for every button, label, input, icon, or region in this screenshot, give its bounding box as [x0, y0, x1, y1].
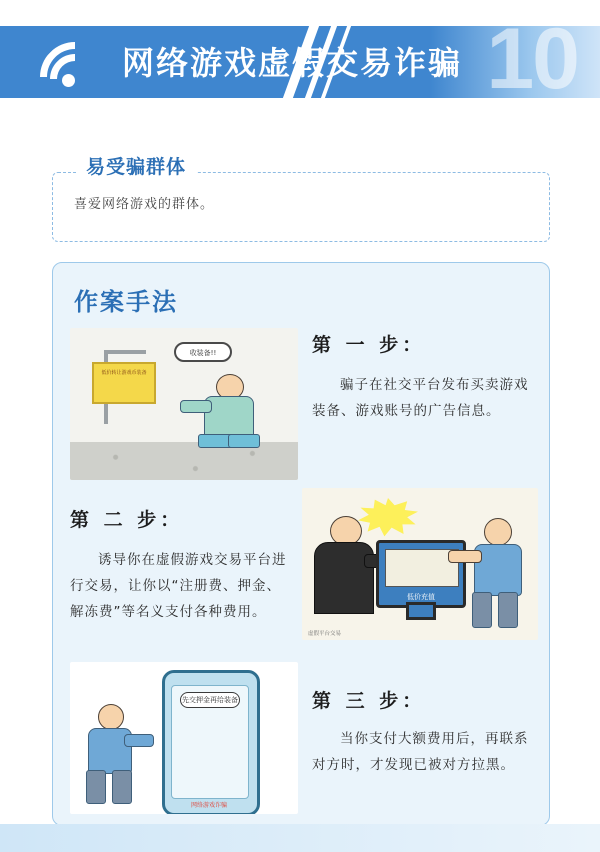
step-2-label: 第 二 步：: [70, 509, 184, 531]
page-number-badge: 10: [486, 11, 578, 107]
step-1-label: 第 一 步：: [312, 334, 426, 356]
illus1-ground: [70, 442, 298, 480]
illus1-sign-arm: [104, 350, 146, 354]
bottom-decoration: [0, 824, 600, 852]
illus3-phone-banner: 先交押金再给装备: [180, 692, 240, 708]
illus1-sign-board: 低价转让游戏币装备: [92, 362, 156, 404]
victims-text: 喜爱网络游戏的群体。: [74, 197, 215, 212]
step-2-text: 诱导你在虚假游戏交易平台进行交易，让你以“注册费、押金、解冻费”等名义支付各种费用。: [70, 552, 287, 620]
illus3-head: [98, 704, 124, 730]
illus2-victim-leg-right: [498, 592, 518, 628]
illus2-burst: [358, 498, 418, 538]
victims-section-title: 易受骗群体: [76, 152, 196, 179]
step-3-illustration: [70, 662, 298, 814]
illus1-leg-right: [228, 434, 260, 448]
illus1-speech-bubble: 收装备!!: [174, 342, 232, 362]
illus2-victim-leg-left: [472, 592, 492, 628]
step-1-illustration: [70, 328, 298, 480]
illus2-monitor-stand: [406, 602, 436, 620]
page-header: [0, 0, 600, 120]
illus1-arm: [180, 400, 212, 413]
wifi-icon: [40, 38, 106, 90]
illus3-phone: [162, 670, 260, 814]
page-title: 网络游戏虚假交易诈骗: [122, 44, 463, 82]
step-1-text: 骗子在社交平台发布买卖游戏装备、游戏账号的广告信息。: [312, 377, 529, 419]
illus3-phone-screen: [171, 685, 249, 799]
wifi-dot: [62, 74, 75, 87]
methods-section-title: 作案手法: [74, 288, 178, 316]
illus2-caption: 虚假平台交易: [308, 631, 342, 637]
step-2-illustration: [302, 488, 538, 640]
illus3-phone-caption: 网络游戏诈骗: [190, 802, 227, 809]
illus3-leg-left: [86, 770, 106, 804]
illus2-victim-arm: [448, 550, 482, 563]
illus2-screen-label: 低价充值: [407, 593, 435, 601]
illus2-victim-head: [484, 518, 512, 546]
illus3-arm: [124, 734, 154, 747]
illus3-leg-right: [112, 770, 132, 804]
illus2-scammer-body: [314, 542, 374, 614]
step-3-label: 第 三 步：: [312, 690, 426, 712]
step-3-text: 当你支付大额费用后，再联系对方时，才发现已被对方拉黑。: [312, 731, 529, 773]
